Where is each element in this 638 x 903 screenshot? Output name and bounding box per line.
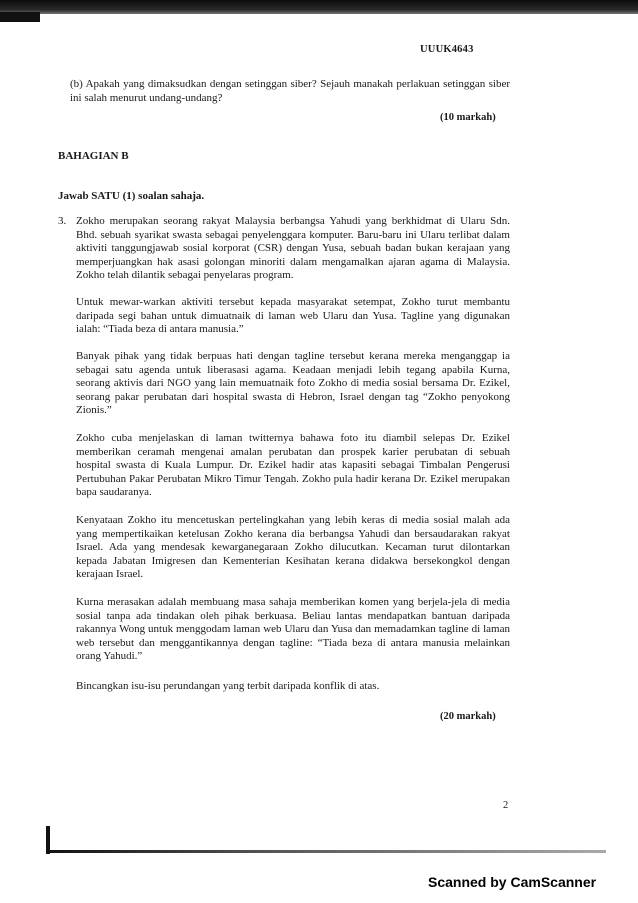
question-3-marks: (20 markah) — [440, 711, 496, 722]
page-number: 2 — [503, 800, 509, 811]
question-3-paragraph-6: Kurna merasakan adalah membuang masa sahaja memberikan komen yang berjela-jela di media sosial tanpa ada tindakan oleh pihak berkuasa. Beliau lantas mendapatkan bantuan daripada rakannya Wong untuk menggodam laman web Ularu dan Yusa dan memadamkan tagline di laman web tersebut dan menggantikannya dengan tagline: “Tiada beza di antara manusia melainkan orang Yahudi.” — [76, 596, 510, 663]
section-instruction: Jawab SATU (1) soalan sahaja. — [58, 190, 205, 202]
question-b-marks: (10 markah) — [440, 112, 496, 123]
camscanner-watermark: Scanned by CamScanner — [428, 874, 597, 890]
question-3-number: 3. — [58, 215, 67, 227]
question-3-paragraph-4: Zokho cuba menjelaskan di laman twitternya bahawa foto itu diambil selepas Dr. Ezikel memberikan ceramah mengenai amalan perubatan dan prospek karier perubatan di sebuah hospital swasta di Kuala Lumpur. Dr. Ezikel hadir atas kapasiti sebagai Timbalan Pengerusi Pertubuhan Pakar Perubatan Mikro Timur Tengah. Zokho pula hadir kerana Dr. Ezikel merupakan bapa saudaranya. — [76, 432, 510, 499]
question-3-paragraph-1: Zokho merupakan seorang rakyat Malaysia berbangsa Yahudi yang berkhidmat di Ularu Sdn. Bhd. sebuah syarikat swasta sebagai penyelenggara komputer. Baru-baru ini Ularu terlibat dalam aktiviti tanggungjawab sosial korporat (CSR) dengan Yusa, sebuah badan bukan kerajaan yang memperjuangkan hak asasi golongan minoriti dalam mengamalkan ajaran agama di Malaysia. Zokho telah dilantik sebagai penyelaras program. — [76, 215, 510, 282]
question-3-paragraph-2: Untuk mewar-warkan aktiviti tersebut kepada masyarakat setempat, Zokho turut membantu daripada segi bahan untuk dimuatnaik di laman web Ularu dan Yusa. Tagline yang digunakan ialah: “Tiada beza di antara manusia.” — [76, 296, 510, 336]
document-code: UUUK4643 — [420, 44, 474, 55]
question-3-paragraph-5: Kenyataan Zokho itu mencetuskan pertelingkahan yang lebih keras di media sosial malah ada yang mempertikaikan ketelusan Zokho kerana dia berbangsa Yahudi dan bersaudarakan rakyat Israel. Ada yang mendesak kewarganegaraan Zokho dilucutkan. Kecaman turut dilontarkan kepada Jabatan Imigresen dan Kementerian Kesihatan kerana didakwa bersekongkol dengan kerajaan Israel. — [76, 514, 510, 581]
question-3-paragraph-3: Banyak pihak yang tidak berpuas hati dengan tagline tersebut kerana mereka menganggap ia sebagai satu agenda untuk liberasasi agama. Keadaan menjadi lebih tegang apabila Kurna, seorang aktivis dari NGO yang lain memuatnaik foto Zokho di media sosial bersama Dr. Ezikel, seorang pakar perubatan dari hospital swasta di Hebron, Israel dengan tag “Zokho penyokong Zionis.” — [76, 350, 510, 417]
scan-edge-top — [0, 0, 638, 14]
scan-corner-horizontal — [46, 850, 606, 853]
section-title: BAHAGIAN B — [58, 150, 129, 162]
question-3-prompt: Bincangkan isu-isu perundangan yang terbit daripada konflik di atas. — [76, 680, 380, 692]
question-b-text: (b) Apakah yang dimaksudkan dengan setinggan siber? Sejauh manakah perlakuan setinggan siber ini salah menurut undang-undang? — [70, 78, 510, 104]
scan-edge-notch — [0, 12, 40, 22]
